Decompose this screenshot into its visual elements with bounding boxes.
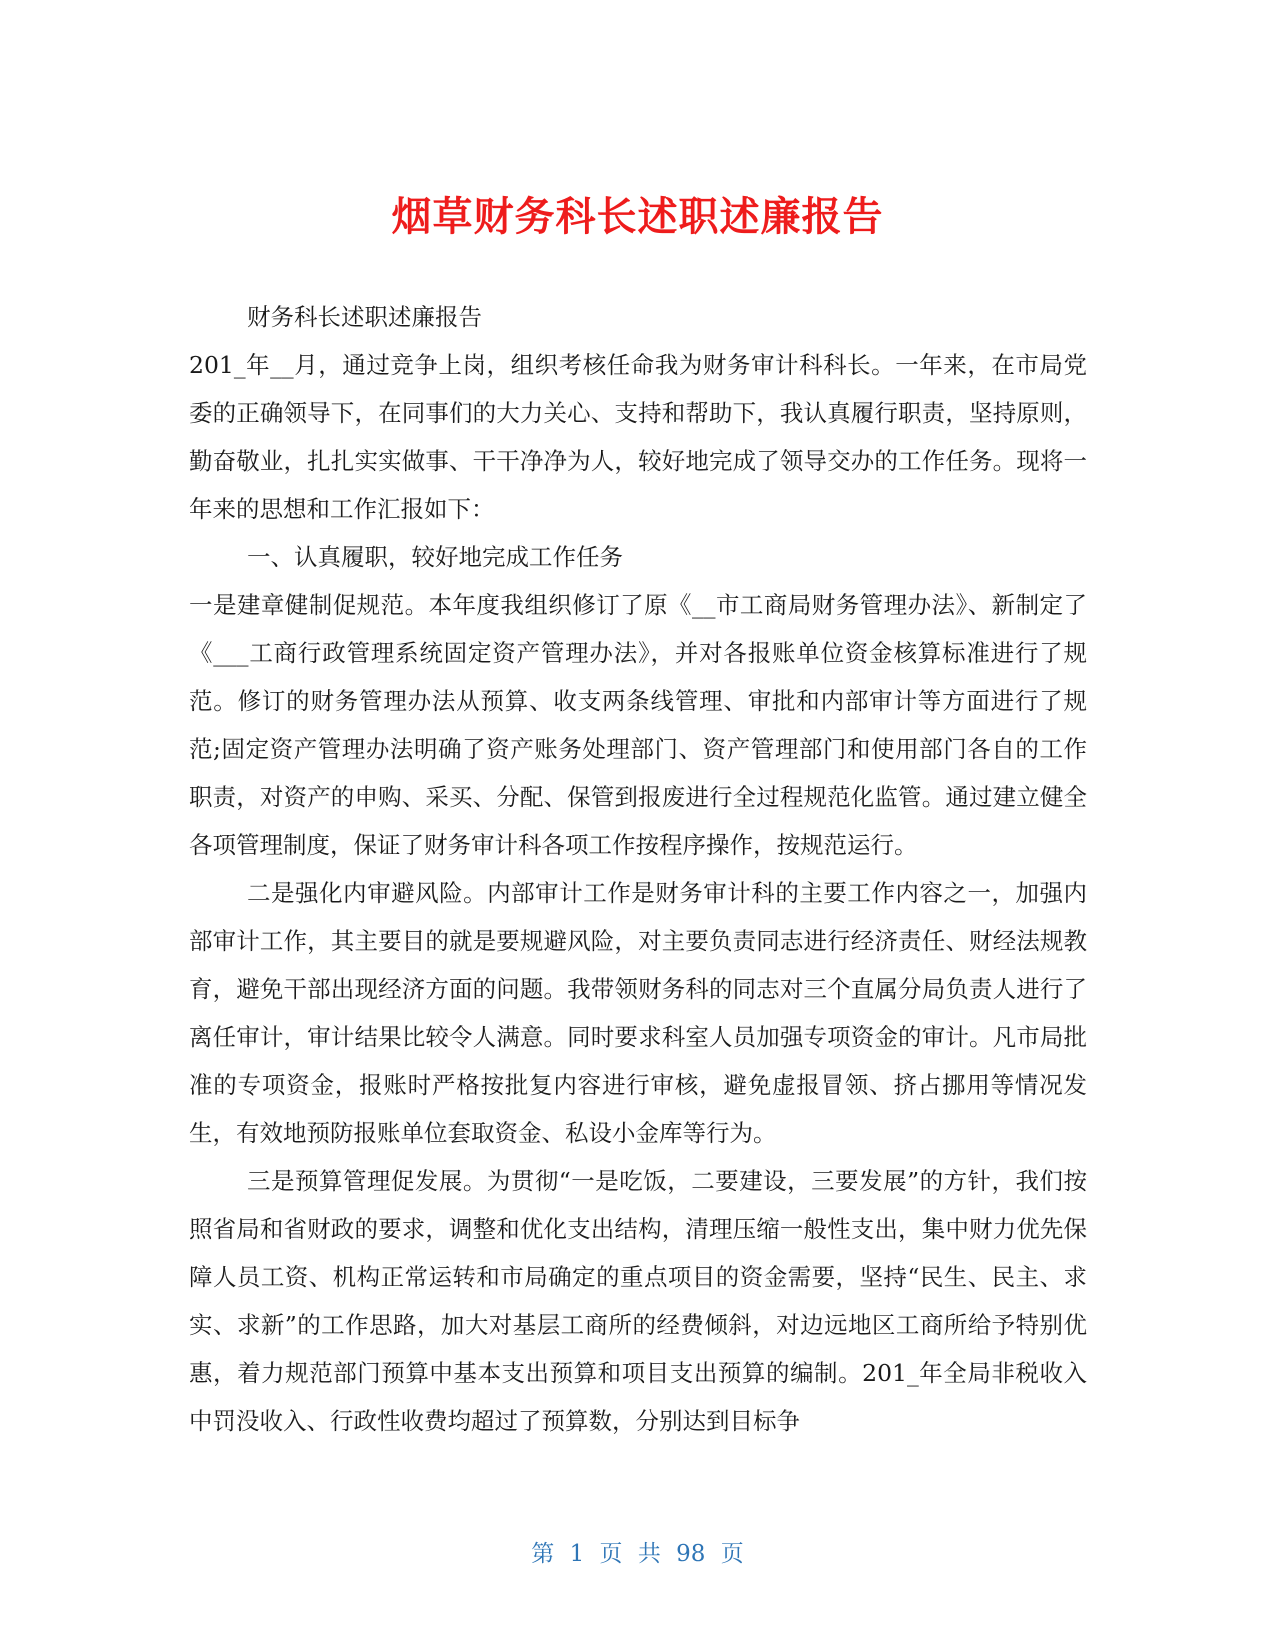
document-title: 烟草财务科长述职述廉报告 (391, 193, 884, 240)
page-footer: 第 1 页 共 98 页 (531, 1541, 744, 1567)
document-body (189, 293, 1087, 1445)
paragraph-point-1: 一是建章健制促规范。本年度我组织修订了原《__市工商局财务管理办法》、新制定了《___工商行政管理系统固定资产管理办法》，并对各报账单位资金核算标准进行了规范。修订的财务管理办法从预算、收支两条线管理、审批和内部审计等方面进行了规范;固定资产管理办法明确了资产账务处理部门、资产管理部门和使用部门各自的工作职责，对资产的申购、采买、分配、保管到报废进行全过程规范化监管。通过建立健全各项管理制度，保证了财务审计科各项工作按程序操作，按规范运行。 (189, 591, 1087, 859)
paragraph-subtitle: 财务科长述职述廉报告 (247, 303, 482, 331)
paragraph-intro: 201_年__月，通过竞争上岗，组织考核任命我为财务审计科科长。一年来，在市局党委的正确领导下，在同事们的大力关心、支持和帮助下，我认真履行职责，坚持原则，勤奋敬业，扎扎实实做事、干干净净为人，较好地完成了领导交办的工作任务。现将一年来的思想和工作汇报如下： (189, 351, 1087, 523)
paragraph-point-2: 二是强化内审避风险。内部审计工作是财务审计科的主要工作内容之一，加强内部审计工作，其主要目的就是要规避风险，对主要负责同志进行经济责任、财经法规教育，避免干部出现经济方面的问题。我带领财务科的同志对三个直属分局负责人进行了离任审计，审计结果比较令人满意。同时要求科室人员加强专项资金的审计。凡市局批准的专项资金，报账时严格按批复内容进行审核，避免虚报冒领、挤占挪用等情况发生，有效地预防报账单位套取资金、私设小金库等行为。 (189, 879, 1087, 1147)
paragraph-point-3: 三是预算管理促发展。为贯彻“一是吃饭，二要建设，三要发展”的方针，我们按照省局和省财政的要求，调整和优化支出结构，清理压缩一般性支出，集中财力优先保障人员工资、机构正常运转和市局确定的重点项目的资金需要，坚持“民生、民主、求实、求新”的工作思路，加大对基层工商所的经费倾斜，对边远地区工商所给予特别优惠，着力规范部门预算中基本支出预算和项目支出预算的编制。201_年全局非税收入中罚没收入、行政性收费均超过了预算数，分别达到目标争 (189, 1167, 1087, 1435)
section-heading-1: 一、认真履职，较好地完成工作任务 (247, 543, 623, 571)
